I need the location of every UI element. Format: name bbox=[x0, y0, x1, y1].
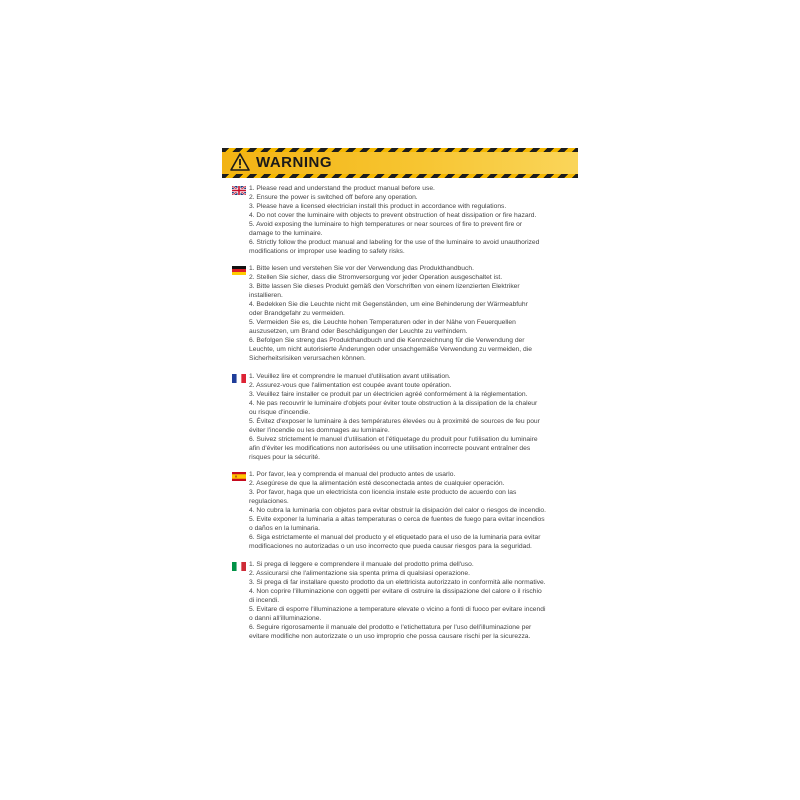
section-french-text bbox=[249, 373, 579, 463]
text-line: 6. Strictly follow the product manual and labeling for the use of the luminaire to avoid unauthorized bbox=[249, 238, 540, 246]
text-line: 5. Evitare di esporre l'illuminazione a temperature elevate o vicino a fonti di fuoco per evitare incendi bbox=[249, 605, 546, 613]
text-line: Leuchte, um nicht autorisierte Änderungen oder unsachgemäße Verwendung zu vermeiden, die bbox=[249, 345, 532, 353]
text-line: 1. Veuillez lire et comprendre le manuel d'utilisation avant utilisation. bbox=[249, 373, 451, 380]
text-line: éviter l'incendie ou les dommages au luminaire. bbox=[249, 426, 390, 434]
text-line: ou risque d'incendie. bbox=[249, 408, 311, 416]
section-italian-text bbox=[249, 561, 579, 642]
text-line: 2. Ensure the power is switched off before any operation. bbox=[249, 193, 418, 201]
italy-flag-icon bbox=[232, 562, 246, 571]
text-line: 5. Evite exponer la luminaria a altas temperaturas o cerca de fuentes de fuego para evitar incendios bbox=[249, 515, 545, 523]
text-line: 3. Por favor, haga que un electricista con licencia instale este producto de acuerdo con las bbox=[249, 488, 517, 496]
text-line: installieren. bbox=[249, 291, 283, 299]
text-line: 6. Siga estrictamente el manual del producto y el etiquetado para el uso de la luminaria para evitar bbox=[249, 533, 541, 541]
text-line: Sicherheitsrisiken verursachen können. bbox=[249, 354, 366, 362]
text-line: o daños en la luminaria. bbox=[249, 524, 321, 532]
section-english-text bbox=[249, 185, 579, 257]
text-line: 3. Bitte lassen Sie dieses Produkt gemäß den Vorschriften von einem lizenzierten Elektriker bbox=[249, 282, 520, 290]
text-line: 6. Suivez strictement le manuel d'utilisation et l'étiquetage du produit pour l'utilisation du luminaire bbox=[249, 435, 538, 443]
text-line: 5. Évitez d'exposer le luminaire à des températures élevées ou à proximité de sources de feu pour bbox=[249, 417, 540, 425]
uk-flag-icon bbox=[232, 186, 246, 195]
text-line: 3. Veuillez faire installer ce produit par un électricien agréé conformément à la réglementation. bbox=[249, 390, 528, 398]
text-line: damage to the luminaire. bbox=[249, 229, 323, 237]
text-line: di incendi. bbox=[249, 596, 280, 604]
text-line: 3. Please have a licensed electrician install this product in accordance with regulations. bbox=[249, 202, 507, 210]
text-line: 2. Assurez-vous que l'alimentation est coupée avant toute opération. bbox=[249, 381, 452, 389]
text-line: 6. Befolgen Sie streng das Produkthandbuch und die Kennzeichnung für die Verwendung der bbox=[249, 336, 525, 344]
warning-title: WARNING bbox=[256, 154, 332, 171]
text-line: 4. Non coprire l'illuminazione con oggetti per evitare di ostruire la dissipazione del calore o il rischio bbox=[249, 587, 542, 595]
text-line: modificaciones no autorizadas o un uso incorrecto que pueda causar riesgos para la seguridad. bbox=[249, 542, 532, 550]
warning-triangle-icon bbox=[230, 153, 250, 171]
text-line: 5. Avoid exposing the luminaire to high temperatures or near sources of fire to prevent fire or bbox=[249, 220, 523, 228]
warning-sheet bbox=[222, 148, 578, 672]
text-line: 1. Bitte lesen und verstehen Sie vor der Verwendung das Produkthandbuch. bbox=[249, 265, 474, 272]
text-line: 4. No cubra la luminaria con objetos para evitar obstruir la disipación del calor o riesgos de incendio. bbox=[249, 506, 547, 514]
germany-flag-icon bbox=[232, 266, 246, 275]
text-line: 1. Por favor, lea y comprenda el manual del producto antes de usarlo. bbox=[249, 471, 456, 478]
text-line: 2. Assicurarsi che l'alimentazione sia spenta prima di qualsiasi operazione. bbox=[249, 569, 470, 577]
france-flag-icon bbox=[232, 374, 246, 383]
text-line: modifications or improper use leading to safety risks. bbox=[249, 247, 405, 255]
text-line: evitare modifiche non autorizzate o un uso improprio che possa causare rischi per la sicurezza. bbox=[249, 632, 531, 640]
section-spanish-text bbox=[249, 471, 579, 552]
text-line: risques pour la sécurité. bbox=[249, 453, 320, 461]
text-line: oder Brandgefahr zu vermeiden. bbox=[249, 309, 345, 317]
text-line: 4. Do not cover the luminaire with objects to prevent obstruction of heat dissipation or fire hazard. bbox=[249, 211, 537, 219]
text-line: 2. Stellen Sie sicher, dass die Stromversorgung vor jeder Operation ausgeschaltet ist. bbox=[249, 273, 503, 281]
section-german-text bbox=[249, 265, 579, 363]
text-line: 6. Seguire rigorosamente il manuale del prodotto e l'etichettatura per l'uso dell'illuminazione per bbox=[249, 623, 532, 631]
text-line: 1. Please read and understand the product manual before use. bbox=[249, 185, 435, 192]
text-line: 4. Ne pas recouvrir le luminaire d'objets pour éviter toute obstruction à la dissipation de la chaleur bbox=[249, 399, 538, 407]
warning-banner bbox=[222, 148, 578, 178]
text-line: 4. Bedekken Sie die Leuchte nicht mit Gegenständen, um eine Behinderung der Wärmeabfuhr bbox=[249, 300, 528, 308]
text-line: o danni all'illuminazione. bbox=[249, 614, 322, 622]
text-line: 5. Vermeiden Sie es, die Leuchte hohen Temperaturen oder in der Nähe von Feuerquellen bbox=[249, 318, 516, 326]
text-line: 3. Si prega di far installare questo prodotto da un elettricista autorizzato in conformità alle normative. bbox=[249, 578, 546, 586]
text-line: 1. Si prega di leggere e comprendere il manuale del prodotto prima dell'uso. bbox=[249, 561, 474, 568]
text-line: afin d'éviter les modifications non autorisées ou une utilisation incorrecte pouvant entraîner des bbox=[249, 444, 531, 452]
text-line: auszusetzen, um Brand oder Beschädigungen der Leuchte zu verhindern. bbox=[249, 327, 468, 335]
text-line: regulaciones. bbox=[249, 497, 289, 505]
spain-flag-icon bbox=[232, 472, 246, 481]
text-line: 2. Asegúrese de que la alimentación esté desconectada antes de cualquier operación. bbox=[249, 479, 505, 487]
